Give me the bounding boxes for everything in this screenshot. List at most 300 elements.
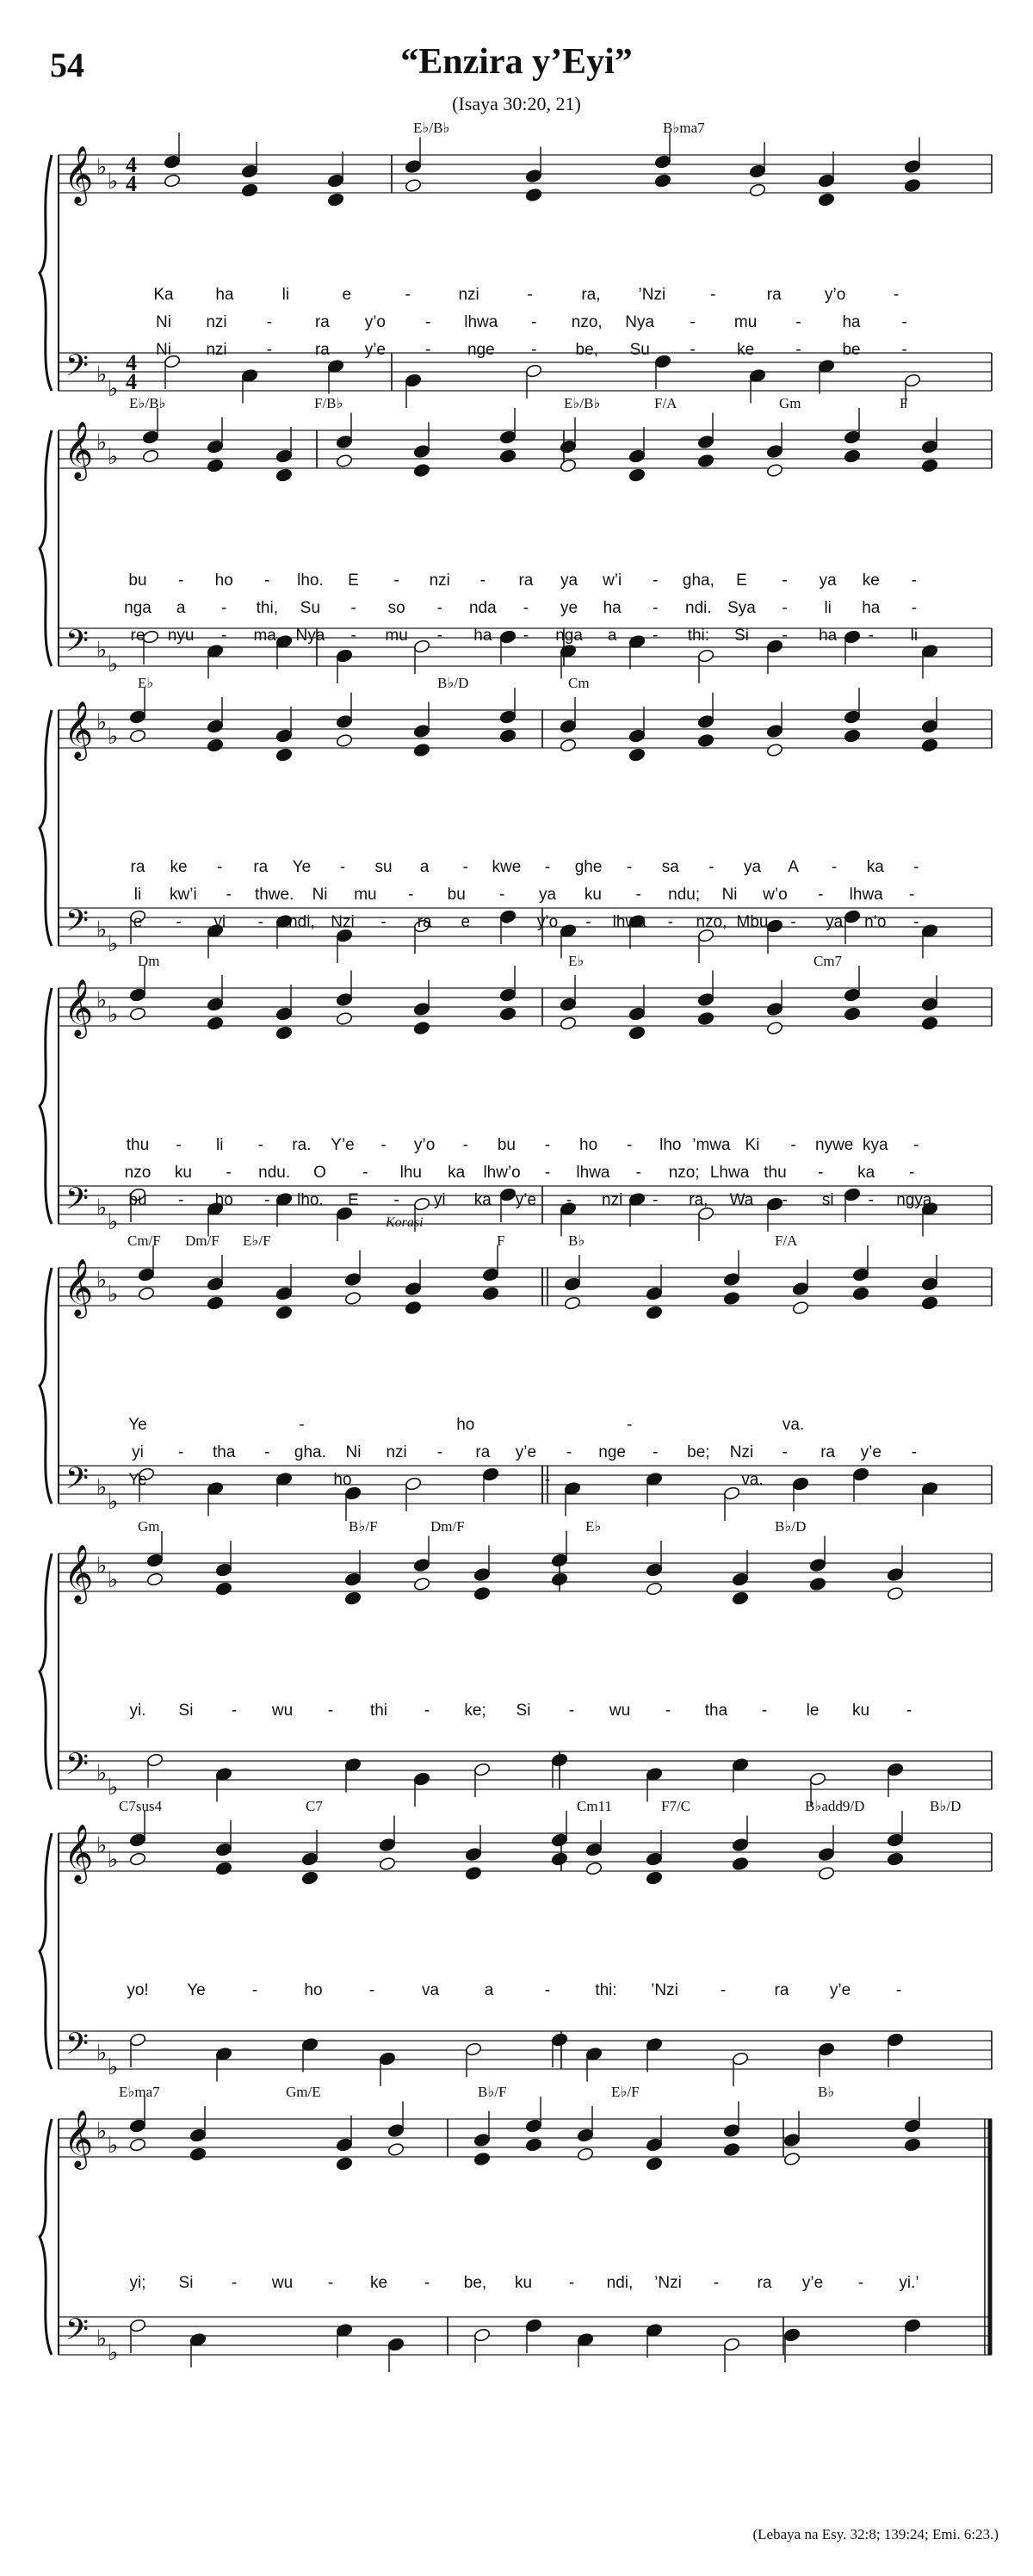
- note-head: [525, 2137, 542, 2152]
- note-head: [336, 2137, 353, 2152]
- note-head: [301, 1870, 319, 1885]
- lyric-syllable: -: [911, 1443, 918, 1461]
- lyric-syllable: -: [523, 627, 529, 645]
- note-head: [336, 733, 353, 748]
- lyric-syllable: -: [544, 1981, 551, 1999]
- lyric-syllable: gha,: [682, 571, 714, 590]
- note-head: [499, 1187, 516, 1202]
- flat-sign: ♭: [96, 637, 108, 663]
- lyric-syllable: nge: [598, 1443, 627, 1461]
- lyric-syllable: yi;: [129, 2274, 146, 2292]
- chord-symbol: Cm: [568, 675, 590, 691]
- lyric-syllable: ya: [560, 571, 578, 590]
- system-8: [40, 2084, 992, 2372]
- tempo-marking: Korasi: [386, 1215, 424, 1230]
- bass-clef: 𝄢: [65, 2029, 90, 2068]
- lyric-syllable: ndu.: [258, 1164, 291, 1182]
- lyric-syllable: su: [374, 858, 393, 876]
- note-head: [241, 182, 258, 197]
- note-head: [142, 448, 159, 463]
- chord-symbol: Gm/E: [286, 2084, 321, 2100]
- note-head: [405, 178, 422, 193]
- lyric-syllable: A: [788, 858, 799, 876]
- song-title: “Enzira y’Eyi”: [400, 42, 633, 82]
- lyric-syllable: y’o: [825, 286, 846, 304]
- chord-symbol: Cm/F: [127, 1232, 161, 1249]
- note-head: [379, 2051, 396, 2066]
- lyric-syllable: -: [635, 1164, 641, 1182]
- note-head: [405, 1476, 422, 1491]
- lyric-syllable: y’e: [364, 341, 387, 359]
- note-head: [732, 1838, 749, 1852]
- lyric-syllable: Ni: [312, 886, 328, 904]
- bass-clef: 𝄢: [65, 626, 90, 665]
- note-head: [921, 439, 938, 454]
- lyric-syllable: tha: [704, 1702, 728, 1720]
- note-head: [327, 192, 344, 207]
- lyric-syllable: -: [720, 1981, 727, 1999]
- lyric-syllable: ho: [456, 1416, 475, 1434]
- chord-symbol: B♭/D: [930, 1798, 962, 1814]
- lyric-syllable: lho.: [297, 1191, 324, 1209]
- lyric-syllable: kya: [863, 1136, 888, 1154]
- bass-clef: 𝄢: [65, 1463, 90, 1503]
- note-head: [275, 728, 293, 743]
- note-head: [646, 2156, 663, 2171]
- lyric-syllable: bu: [128, 1191, 147, 1209]
- note-head: [275, 448, 293, 463]
- lyric-syllable: -: [264, 1443, 270, 1461]
- note-head: [564, 1295, 581, 1310]
- lyric-syllable: ke;: [464, 1702, 486, 1720]
- lyric-syllable: li: [910, 627, 919, 645]
- lyric-syllable: lhu: [399, 1164, 423, 1182]
- note-head: [413, 743, 430, 757]
- chord-symbol: E♭/F: [243, 1232, 271, 1249]
- note-head: [732, 2051, 749, 2066]
- time-signature-digit: 4: [126, 152, 137, 177]
- treble-clef: 𝄞: [64, 1259, 94, 1315]
- system-brace: [40, 430, 52, 666]
- lyric-syllable: yi: [132, 1443, 144, 1461]
- note-head: [344, 1272, 362, 1287]
- lyric-syllable: thi,: [256, 599, 278, 617]
- flat-sign: ♭: [108, 1209, 119, 1234]
- lyric-syllable: -: [857, 2274, 864, 2292]
- flat-sign: ♭: [108, 2340, 119, 2365]
- note-head: [921, 1295, 938, 1310]
- note-head: [525, 2118, 542, 2133]
- lyric-syllable: n’o: [864, 913, 887, 931]
- lyric-syllable: tha: [212, 1443, 236, 1461]
- lyric-syllable: ra,: [581, 286, 601, 304]
- system-brace: [40, 155, 52, 391]
- lyric-syllable: -: [665, 1702, 671, 1720]
- lyric-syllable: -: [362, 1164, 368, 1182]
- note-head: [275, 1025, 293, 1040]
- lyric-syllable: ya: [538, 886, 557, 904]
- note-head: [387, 2142, 405, 2157]
- lyric-syllable: -: [868, 627, 874, 645]
- chord-symbol: Gm: [779, 395, 801, 411]
- lyric-syllable: Ni: [345, 1443, 362, 1461]
- note-head: [189, 2147, 207, 2161]
- lyric-syllable: nge: [467, 341, 495, 359]
- chord-symbol: E♭/B♭: [413, 120, 450, 136]
- system-brace: [40, 988, 52, 1224]
- system-brace: [40, 1833, 52, 2069]
- note-head: [344, 1591, 362, 1605]
- lyric-syllable: -: [425, 341, 431, 359]
- note-head: [818, 1866, 835, 1881]
- lyric-syllable: -: [462, 858, 468, 876]
- note-head: [560, 738, 577, 752]
- chord-symbol: B♭add9/D: [805, 1798, 865, 1814]
- lyric-syllable: y’e: [801, 2274, 824, 2292]
- note-head: [275, 467, 293, 482]
- flat-sign: ♭: [108, 1775, 119, 1800]
- lyric-syllable: Nya: [295, 627, 325, 645]
- note-head: [560, 439, 577, 454]
- lyric-syllable: nzi: [458, 286, 479, 304]
- lyric-syllable: w’o: [763, 886, 788, 904]
- lyric-syllable: Ki: [745, 1136, 760, 1154]
- bass-clef: 𝄢: [65, 1183, 90, 1223]
- lyric-syllable: be,: [575, 341, 598, 359]
- lyric-syllable: re: [130, 627, 145, 645]
- chord-symbol: B♭/D: [437, 675, 469, 691]
- lyric-syllable: y’o: [536, 913, 559, 931]
- note-head: [207, 738, 224, 752]
- note-head: [577, 2128, 594, 2142]
- flat-sign: ♭: [96, 1195, 108, 1220]
- note-head: [551, 1553, 568, 1567]
- lyric-syllable: Ni: [156, 313, 171, 331]
- note-head: [336, 435, 353, 449]
- chord-symbol: F/A: [654, 395, 677, 411]
- lyric-syllable: bu: [447, 886, 466, 904]
- note-head: [129, 1832, 146, 1847]
- lyric-syllable: ngya: [896, 1191, 932, 1209]
- note-head: [336, 2156, 353, 2171]
- chord-symbol: Dm: [138, 953, 160, 969]
- lyric-syllable: sa: [661, 858, 679, 876]
- lyric-syllable: -: [462, 1136, 468, 1154]
- note-head: [723, 1291, 740, 1306]
- bass-clef: 𝄢: [65, 905, 90, 945]
- chord-symbol: B♭/F: [349, 1518, 378, 1535]
- lyric-syllable: -: [713, 2274, 720, 2292]
- note-head: [783, 2133, 801, 2147]
- lyric-syllable: -: [544, 1471, 551, 1489]
- lyric-syllable: -: [761, 1702, 768, 1720]
- flat-sign: ♭: [96, 2118, 108, 2144]
- note-head: [146, 1752, 164, 1767]
- note-head: [852, 1286, 869, 1300]
- note-head: [499, 728, 516, 743]
- note-head: [921, 1016, 938, 1030]
- chord-symbol: B♭/F: [478, 2084, 507, 2100]
- lyric-syllable: ’Nzi: [651, 1981, 678, 1999]
- system-1: [40, 120, 992, 408]
- note-head: [628, 1006, 646, 1021]
- lyric-syllable: thu: [764, 1164, 787, 1182]
- chord-symbol: F/B♭: [314, 395, 343, 411]
- note-head: [413, 444, 430, 459]
- note-head: [465, 2042, 482, 2056]
- lyric-syllable: Su: [629, 341, 650, 359]
- lyric-syllable: ku: [851, 1702, 870, 1720]
- flat-sign: ♭: [108, 1567, 119, 1592]
- note-head: [921, 1276, 938, 1291]
- lyric-syllable: wu: [609, 1702, 631, 1720]
- note-head: [413, 1558, 430, 1572]
- note-head: [654, 154, 671, 169]
- lyric-syllable: ndi,: [606, 2274, 634, 2292]
- lyric-syllable: -: [436, 627, 442, 645]
- lyric-syllable: yi: [433, 1191, 446, 1209]
- lyric-syllable: -: [177, 1191, 184, 1209]
- lyric-syllable: mu: [385, 627, 408, 645]
- note-head: [766, 743, 783, 757]
- note-head: [387, 2337, 405, 2351]
- note-head: [336, 992, 353, 1007]
- chord-symbol: F: [900, 395, 908, 411]
- lyric-syllable: -: [627, 858, 633, 876]
- note-head: [146, 1572, 164, 1586]
- note-head: [766, 1196, 783, 1211]
- flat-sign: ♭: [96, 917, 108, 942]
- lyric-syllable: -: [908, 886, 915, 904]
- lyric-syllable: -: [231, 1702, 238, 1720]
- page-number: 54: [50, 46, 84, 84]
- lyric-syllable: Ka: [153, 286, 174, 304]
- lyric-syllable: -: [653, 1443, 659, 1461]
- flat-sign: ♭: [108, 2133, 119, 2158]
- lyric-syllable: -: [913, 858, 919, 876]
- lyric-syllable: ke: [170, 858, 188, 876]
- lyric-syllable: Nzi: [729, 1443, 754, 1461]
- note-head: [215, 1562, 232, 1577]
- note-head: [129, 1006, 146, 1021]
- lyric-syllable: kw’i: [170, 886, 197, 904]
- lyric-syllable: -: [251, 1981, 258, 1999]
- lyric-syllable: Ye: [128, 1416, 147, 1434]
- lyric-syllable: ra: [253, 858, 269, 876]
- lyric-syllable: ra: [774, 1981, 789, 1999]
- lyric-syllable: -: [635, 886, 641, 904]
- lyric-syllable: nzi: [429, 571, 450, 590]
- lyric-syllable: -: [380, 913, 387, 931]
- lyric-syllable: -: [393, 1191, 399, 1209]
- lyric-syllable: Y’e: [331, 1136, 355, 1154]
- note-head: [697, 454, 714, 468]
- note-head: [413, 724, 430, 738]
- lyric-syllable: -: [585, 913, 591, 931]
- lyric-syllable: ya: [743, 858, 762, 876]
- note-head: [413, 463, 430, 478]
- note-head: [887, 1586, 904, 1601]
- note-head: [749, 164, 766, 178]
- lyric-syllable: -: [653, 1191, 659, 1209]
- flat-sign: ♭: [96, 1832, 108, 1858]
- note-head: [723, 2142, 740, 2157]
- note-head: [723, 1272, 740, 1287]
- flat-sign: ♭: [108, 1002, 119, 1027]
- chord-symbol: Cm11: [577, 1798, 612, 1814]
- lyric-syllable: y’e: [515, 1191, 537, 1209]
- lyric-syllable: ka: [866, 858, 884, 876]
- bass-clef: 𝄢: [65, 2314, 90, 2354]
- treble-clef: 𝄞: [64, 1545, 94, 1601]
- lyric-syllable: Su: [300, 599, 321, 617]
- note-head: [551, 1832, 568, 1847]
- note-head: [215, 1842, 232, 1856]
- treble-clef: 𝄞: [64, 1825, 94, 1881]
- note-head: [809, 1771, 826, 1786]
- lyric-syllable: -: [266, 313, 273, 331]
- system-3: [40, 675, 992, 963]
- note-head: [551, 1851, 568, 1866]
- note-head: [792, 1300, 809, 1315]
- system-4: [40, 953, 992, 1241]
- note-head: [646, 1870, 663, 1885]
- lyric-syllable: -: [627, 1136, 633, 1154]
- lyric-syllable: -: [177, 571, 184, 590]
- chord-symbol: E♭: [585, 1518, 602, 1535]
- lyric-syllable: Ye: [292, 858, 312, 876]
- note-head: [749, 182, 766, 197]
- time-signature-digit: 4: [126, 350, 137, 375]
- flat-sign: ♭: [108, 444, 119, 469]
- lyric-syllable: -: [436, 1443, 442, 1461]
- note-head: [207, 1276, 224, 1291]
- note-head: [482, 1286, 499, 1300]
- lyric-syllable: li: [215, 1136, 224, 1154]
- note-head: [336, 1011, 353, 1026]
- lyric-syllable: y’o: [414, 1136, 436, 1154]
- note-head: [697, 992, 714, 1007]
- lyric-syllable: lho: [659, 1136, 682, 1154]
- lyric-syllable: ke: [737, 341, 755, 359]
- lyric-syllable: y’o: [364, 313, 387, 331]
- lyric-syllable: ra,: [689, 1191, 708, 1209]
- lyric-syllable: ho: [333, 1471, 352, 1489]
- lyric-syllable: -: [327, 1702, 334, 1720]
- note-head: [327, 173, 344, 188]
- note-head: [138, 1267, 155, 1282]
- note-head: [207, 997, 224, 1011]
- flat-sign: ♭: [96, 429, 108, 455]
- note-head: [844, 728, 861, 743]
- note-head: [473, 1586, 491, 1601]
- time-signature-digit: 4: [126, 171, 137, 196]
- note-head: [525, 169, 542, 183]
- time-signature-digit: 4: [126, 369, 137, 394]
- lyric-syllable: -: [782, 599, 788, 617]
- note-head: [697, 733, 714, 748]
- note-head: [766, 1002, 783, 1016]
- footer-references: (Lebaya na Esy. 32:8; 139:24; Emi. 6:23.): [752, 2526, 999, 2542]
- treble-clef: 𝄞: [64, 2110, 94, 2166]
- flat-sign: ♭: [96, 1267, 108, 1293]
- lyric-syllable: ha: [819, 627, 838, 645]
- note-head: [379, 1838, 396, 1852]
- lyric-syllable: E: [736, 571, 747, 590]
- lyric-syllable: w’i: [603, 571, 622, 590]
- lyric-syllable: -: [653, 599, 659, 617]
- note-head: [413, 639, 430, 653]
- note-head: [379, 1856, 396, 1871]
- flat-sign: ♭: [108, 169, 119, 194]
- lyric-syllable: -: [176, 1136, 182, 1154]
- note-head: [904, 373, 921, 387]
- note-head: [654, 173, 671, 188]
- flat-sign: ♭: [96, 2040, 108, 2066]
- flat-sign: ♭: [96, 1760, 108, 1786]
- note-head: [129, 728, 146, 743]
- note-head: [525, 188, 542, 202]
- lyric-syllable: thwe.: [254, 886, 294, 904]
- lyric-syllable: be: [842, 341, 861, 359]
- lyric-syllable: -: [425, 313, 431, 331]
- lyric-syllable: -: [913, 913, 919, 931]
- lyric-syllable: nywe: [815, 1136, 854, 1154]
- note-head: [129, 987, 146, 1002]
- flat-sign: ♭: [96, 1553, 108, 1578]
- lyric-syllable: lhwa: [849, 886, 883, 904]
- lyric-syllable: ra: [518, 571, 534, 590]
- lyric-syllable: -: [527, 286, 533, 304]
- lyric-syllable: nzo,: [696, 913, 727, 931]
- lyric-syllable: be;: [687, 1443, 710, 1461]
- note-head: [628, 448, 646, 463]
- note-head: [215, 1861, 232, 1875]
- lyric-syllable: Nzi: [331, 913, 355, 931]
- note-head: [697, 435, 714, 449]
- note-head: [275, 1006, 293, 1021]
- flat-sign: ♭: [108, 1847, 119, 1872]
- lyric-syllable: nzo,: [571, 313, 603, 331]
- treble-clef: 𝄞: [64, 701, 94, 757]
- lyric-syllable: -: [795, 341, 801, 359]
- system-5: [40, 1215, 992, 1521]
- note-head: [646, 1581, 663, 1596]
- note-head: [473, 2152, 491, 2166]
- lyric-syllable: ’Nzi: [638, 286, 666, 304]
- lyric-syllable: kwe: [492, 858, 522, 876]
- note-head: [904, 2118, 921, 2133]
- note-head: [551, 1752, 568, 1767]
- note-head: [844, 1187, 861, 1202]
- note-head: [844, 1006, 861, 1021]
- chord-symbol: E♭/B♭: [129, 395, 166, 411]
- lyric-syllable: -: [221, 599, 227, 617]
- note-head: [129, 2118, 146, 2133]
- treble-clef: 𝄞: [64, 422, 94, 478]
- lyric-syllable: -: [911, 599, 918, 617]
- lyric-syllable: -: [257, 1136, 263, 1154]
- chord-symbol: Dm/F: [430, 1518, 465, 1535]
- note-head: [887, 1832, 904, 1847]
- lyric-syllable: -: [176, 913, 182, 931]
- lyric-syllable: nda: [468, 599, 497, 617]
- lyric-syllable: ho: [304, 1981, 323, 1999]
- lyric-syllable: -: [818, 1164, 824, 1182]
- lyric-syllable: -: [231, 2274, 238, 2292]
- lyric-syllable: ho: [214, 571, 233, 590]
- bass-clef: 𝄢: [65, 350, 90, 390]
